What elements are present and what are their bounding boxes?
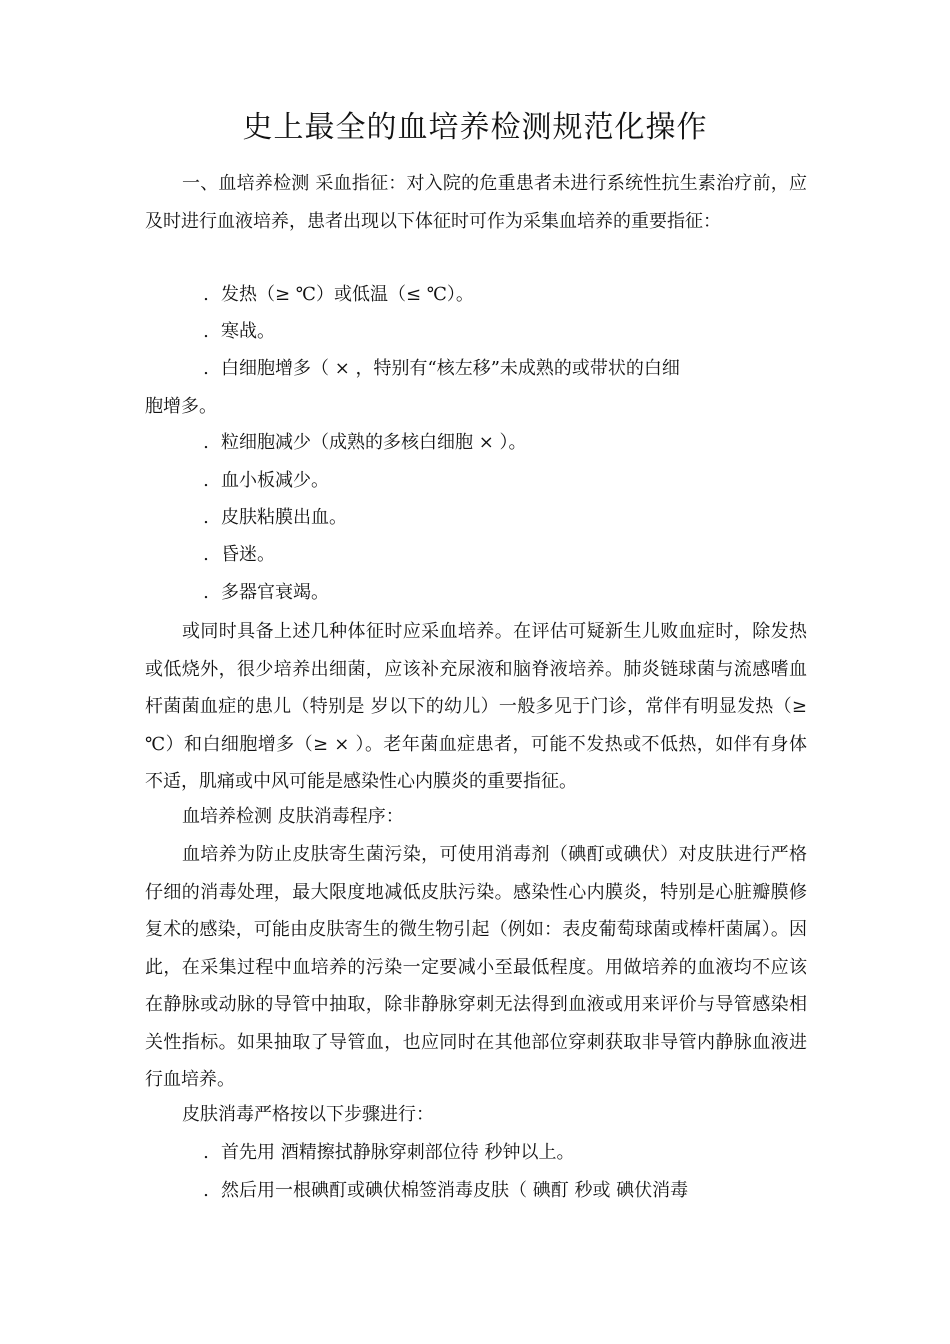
list-item-text: 然后用一根碘酊或碘伏棉签消毒皮肤（ 碘酊 秒或 碘伏消毒 [221, 1180, 689, 1201]
list-item [145, 536, 807, 574]
list-item [145, 574, 807, 612]
list-item-text: 粒细胞减少（成熟的多核白细胞 × ）。 [221, 432, 527, 453]
list-item [145, 313, 807, 351]
list-item-continuation: 胞增多。 [145, 395, 217, 417]
bullet-marker: . [203, 321, 209, 342]
list-item [145, 462, 807, 500]
bullet-marker: . [203, 582, 209, 603]
disinfection-paragraph: 血培养为防止皮肤寄生菌污染，可使用消毒剂（碘酊或碘伏）对皮肤进行严格仔细的消毒处理，最大限度地减低皮肤污染。感染性心内膜炎，特别是心脏瓣膜修复术的感染，可能由皮肤寄生的微生物引起（例如：表皮葡萄球菌或棒杆菌属）。因此，在采集过程中血培养的污染一定要减小至最低程度。用做培养的血液均不应该在静脉或动脉的导管中抽取，除非静脉穿刺无法得到血液或用来评价与导管感染相关性指标。如果抽取了导管血，也应同时在其他部位穿刺获取非导管内静脉血液进行血培养。 [145, 844, 807, 1090]
list-item-text: 首先用 酒精擦拭静脉穿刺部位待 秒钟以上。 [221, 1142, 575, 1163]
bullet-marker: . [203, 544, 209, 565]
bullet-marker: . [203, 284, 209, 305]
list-item [145, 1172, 807, 1210]
list-item-text: 白细胞增多（ × ，特别有“核左移”未成熟的或带状的白细 [221, 358, 680, 379]
bullet-marker: . [203, 470, 209, 491]
page-title: 史上最全的血培养检测规范化操作 [242, 110, 708, 145]
list-item [145, 1134, 807, 1172]
bullet-marker: . [203, 1180, 209, 1201]
list-item [145, 499, 807, 537]
list-item-text: 发热（≥ ℃）或低温（≤ ℃）。 [221, 284, 474, 305]
bullet-marker: . [203, 358, 209, 379]
steps-heading: 皮肤消毒严格按以下步骤进行： [182, 1104, 434, 1125]
bullet-marker: . [203, 1142, 209, 1163]
list-item-text: 寒战。 [221, 321, 275, 342]
disinfection-heading: 血培养检测 皮肤消毒程序： [182, 806, 404, 827]
list-item [145, 276, 807, 314]
list-item [145, 350, 807, 425]
indication-note-paragraph: 或同时具备上述几种体征时应采血培养。在评估可疑新生儿败血症时，除发热或低烧外，很少培养出细菌，应该补充尿液和脑脊液培养。肺炎链球菌与流感嗜血杆菌菌血症的患儿（特别是 岁以下的幼儿）一般多见于门诊，常伴有明显发热（≥ ℃）和白细胞增多（≥ × ）。老年菌血症患者，可能不发热或不低热，如伴有身体不适，肌痛或中风可能是感染性心内膜炎的重要指征。 [145, 621, 807, 792]
bullet-marker: . [203, 507, 209, 528]
list-item [145, 424, 807, 462]
list-item-text: 昏迷。 [221, 544, 275, 565]
bullet-marker: . [203, 432, 209, 453]
intro-paragraph: 一、血培养检测 采血指征：对入院的危重患者未进行系统性抗生素治疗前，应及时进行血液培养，患者出现以下体征时可作为采集血培养的重要指征： [145, 173, 807, 232]
list-item-text: 多器官衰竭。 [221, 582, 329, 603]
list-item-text: 血小板减少。 [221, 470, 329, 491]
list-item-text: 皮肤粘膜出血。 [221, 507, 347, 528]
